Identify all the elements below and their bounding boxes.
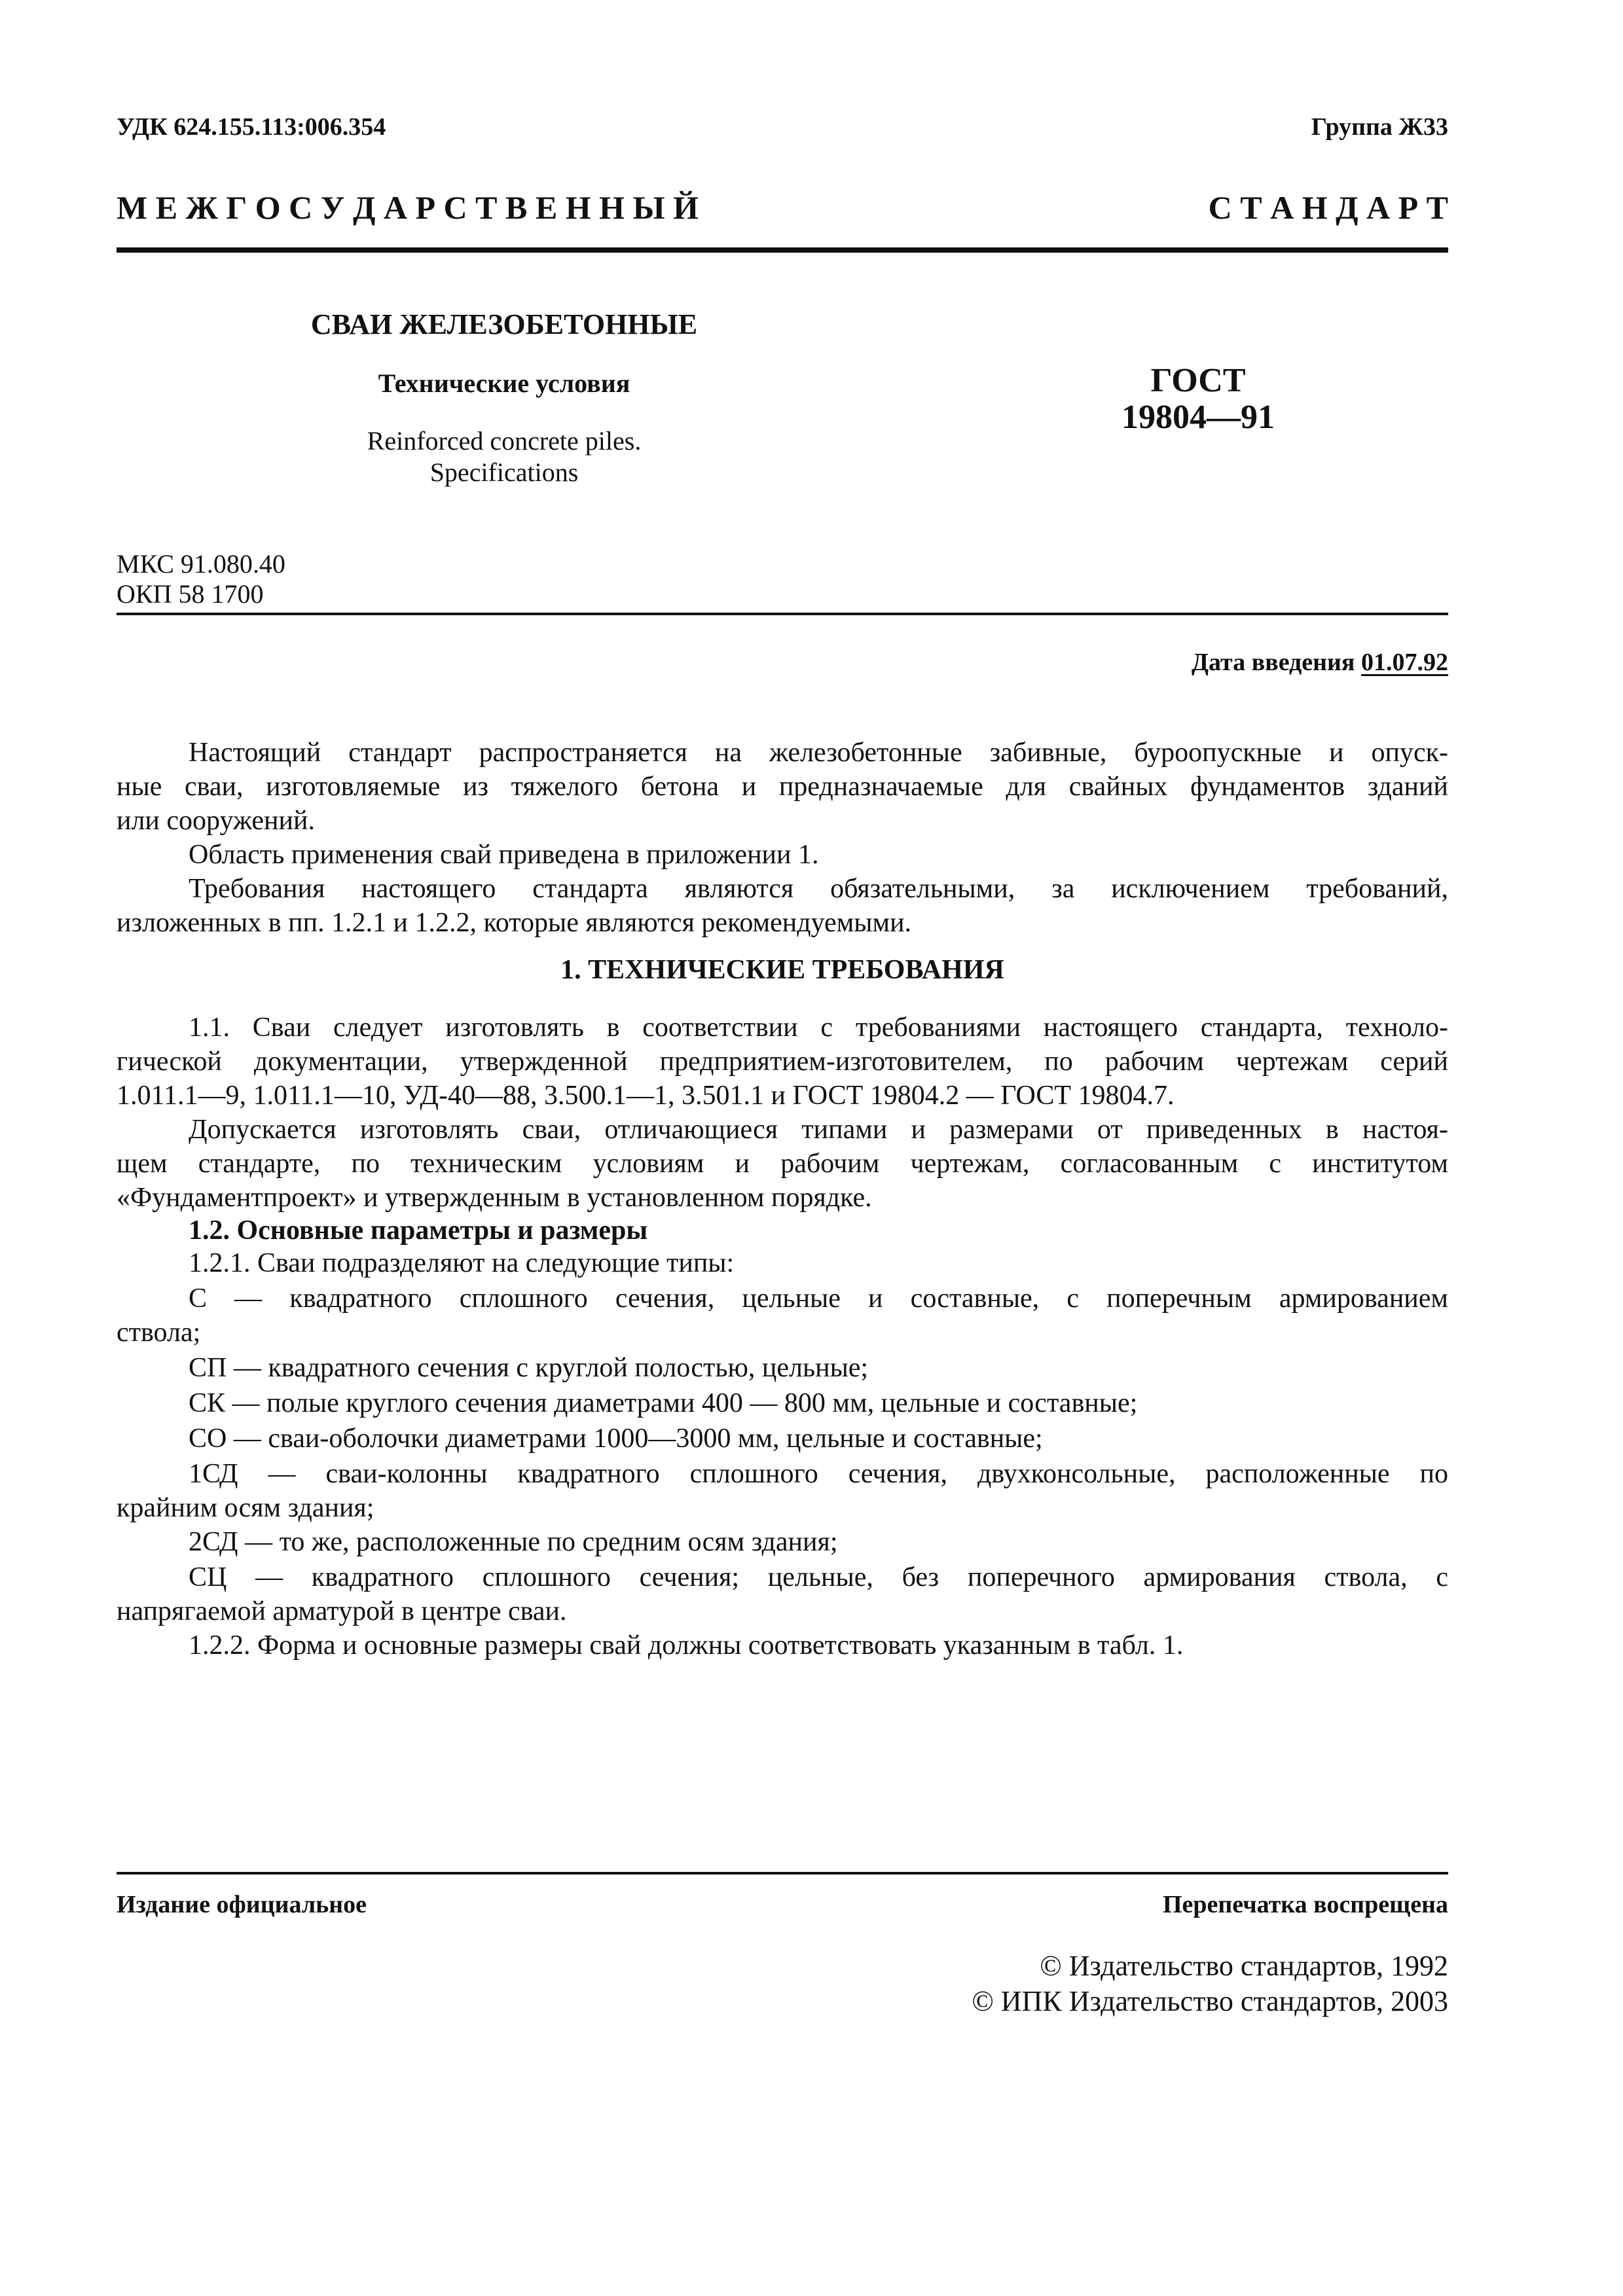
standard-banner <box>117 188 1448 226</box>
text-line: 1.1. Сваи следует изготовлять в соответствии с требованиями настоящего стандарта, техноло- <box>189 1013 1448 1043</box>
reprint-prohibited: Перепечатка воспрещена <box>1162 1891 1448 1918</box>
text-line: 1.011.1—9, 1.011.1—10, УД-40—88, 3.500.1—1, 3.501.1 и ГОСТ 19804.2 — ГОСТ 19804.7. <box>117 1081 1175 1111</box>
gost-label: ГОСТ <box>1150 362 1246 399</box>
clause-1-1-addendum <box>117 1113 1448 1215</box>
text-line: СП — квадратного сечения с круглой полостью, цельные; <box>189 1353 869 1383</box>
text-line: СЦ — квадратного сплошного сечения; цельные, без поперечного армирования ствола, с <box>189 1562 1448 1592</box>
document-subtitle: Технические условия <box>378 368 630 398</box>
header-divider <box>117 247 1448 253</box>
udk-code: УДК 624.155.113:006.354 <box>117 113 386 141</box>
subsection-1-2-heading <box>117 1213 1448 1247</box>
text-line: ствола; <box>117 1318 201 1348</box>
clause-1-2-1 <box>117 1246 1448 1280</box>
introduction-date <box>1192 648 1448 677</box>
text-line: СО — сваи-оболочки диаметрами 1000—3000 мм, цельные и составные; <box>189 1424 1043 1454</box>
introduction-date-label: Дата введения <box>1191 649 1355 676</box>
text-line: напрягаемой арматурой в центре сваи. <box>117 1596 567 1626</box>
pile-type-sk <box>117 1386 1448 1420</box>
copyright-1992: © Издательство стандартов, 1992 <box>1040 1950 1448 1982</box>
text-line: 1.2.2. Форма и основные размеры свай должны соответствовать указанным в табл. 1. <box>189 1630 1184 1660</box>
codes-divider <box>117 613 1448 615</box>
copyright-2003: © ИПК Издательство стандартов, 2003 <box>972 1985 1448 2017</box>
text-line: Настоящий стандарт распространяется на железобетонные забивные, буроопускные и опуск- <box>189 738 1448 768</box>
official-edition: Издание официальное <box>117 1891 367 1918</box>
clause-1-1 <box>117 1011 1448 1113</box>
text-line: или сооружений. <box>117 806 315 836</box>
text-line: Допускается изготовлять сваи, отличающиеся типами и размерами от приведенных в настоя- <box>189 1115 1448 1145</box>
english-title-line2: Specifications <box>429 457 579 487</box>
pile-type-sc <box>117 1560 1448 1628</box>
banner-right: С Т А Н Д А Р Т <box>1208 189 1448 226</box>
banner-left: М Е Ж Г О С У Д А Р С Т В Е Н Н Ы Й <box>117 189 699 226</box>
text-line: С — квадратного сплошного сечения, цельные и составные, с поперечным армированием <box>189 1283 1448 1314</box>
text-line: изложенных в пп. 1.2.1 и 1.2.2, которые являются рекомендуемыми. <box>117 908 912 938</box>
intro-paragraph-2 <box>117 838 1448 872</box>
group-code: Группа Ж33 <box>1311 113 1448 141</box>
text-line: гической документации, утвержденной предприятием-изготовителем, по рабочим чертежам серий <box>117 1047 1448 1077</box>
text-line: ные сваи, изготовляемые из тяжелого бетона и предназначаемые для свайных фундаментов зданий <box>117 772 1448 802</box>
text-line: СК — полые круглого сечения диаметрами 400 — 800 мм, цельные и составные; <box>189 1388 1138 1418</box>
introduction-date-value: 01.07.92 <box>1361 649 1448 676</box>
text-line: 1.2.1. Сваи подразделяют на следующие типы: <box>189 1248 735 1278</box>
clause-1-2-2 <box>117 1628 1448 1662</box>
text-line: 1СД — сваи-колонны квадратного сплошного сечения, двухконсольные, расположенные по <box>189 1459 1448 1489</box>
intro-paragraph-1 <box>117 736 1448 838</box>
pile-type-so <box>117 1422 1448 1456</box>
text-line: Область применения свай приведена в приложении 1. <box>189 840 819 870</box>
okp-code: ОКП 58 1700 <box>117 579 264 609</box>
pile-type-2sd <box>117 1525 1448 1559</box>
footer-divider <box>117 1872 1448 1874</box>
gost-number: 19804—91 <box>1122 399 1275 436</box>
pile-type-1sd <box>117 1457 1448 1525</box>
mks-code: МКС 91.080.40 <box>117 549 285 579</box>
english-title-line1: Reinforced concrete piles. <box>367 426 642 456</box>
pile-type-sp <box>117 1351 1448 1385</box>
intro-paragraph-3 <box>117 872 1448 940</box>
document-title: СВАИ ЖЕЛЕЗОБЕТОННЫЕ <box>310 308 698 340</box>
section-1-heading: 1. ТЕХНИЧЕСКИЕ ТРЕБОВАНИЯ <box>560 955 1004 985</box>
text-line: крайним осям здания; <box>117 1493 374 1523</box>
text-line: «Фундаментпроект» и утвержденным в установленном порядке. <box>117 1183 872 1213</box>
text-line: Требования настоящего стандарта являются обязательными, за исключением требований, <box>189 874 1448 904</box>
text-line: щем стандарте, по техническим условиям и рабочим чертежам, согласованным с институтом <box>117 1149 1448 1179</box>
pile-type-c <box>117 1282 1448 1350</box>
text-line: 1.2. Основные параметры и размеры <box>189 1215 648 1246</box>
text-line: 2СД — то же, расположенные по средним осям здания; <box>189 1527 838 1557</box>
